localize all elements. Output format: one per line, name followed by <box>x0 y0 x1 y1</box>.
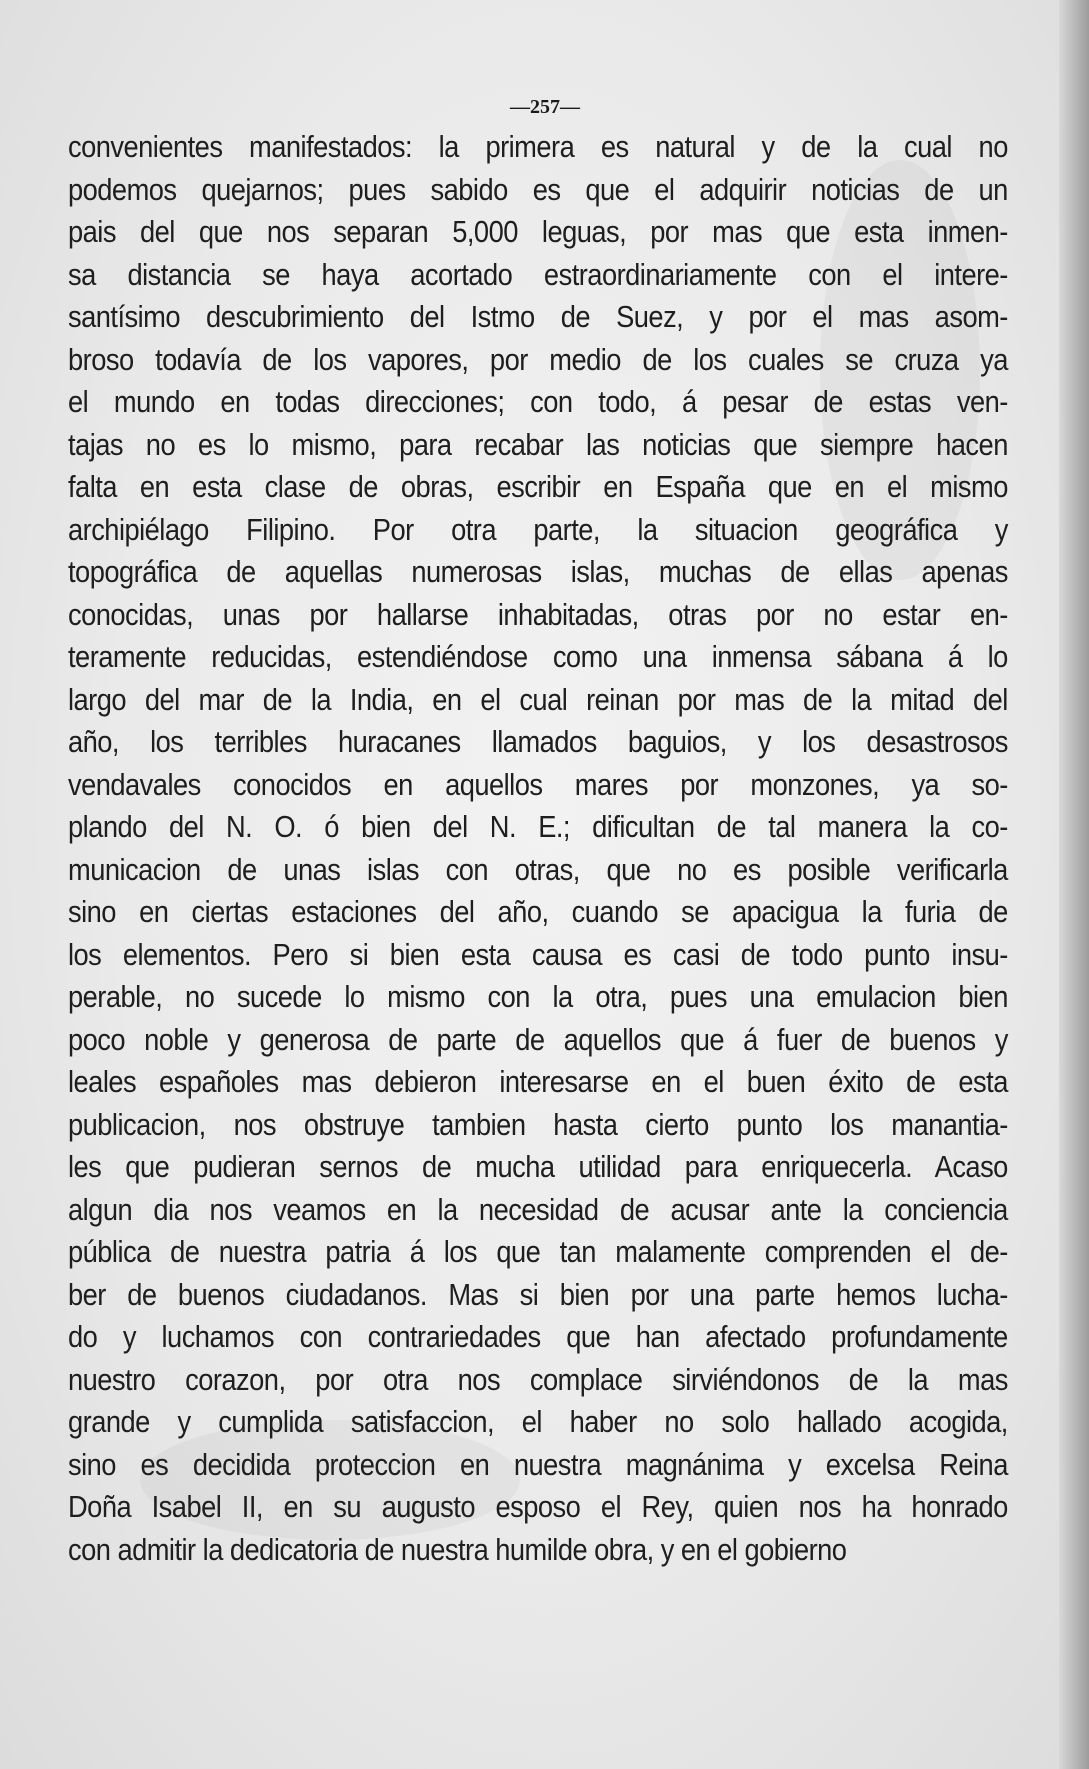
text-line: publicacion, nos obstruye tambien hasta cierto punto los manantia- <box>68 1106 1008 1142</box>
text-line: sino en ciertas estaciones del año, cuando se apacigua la furia de <box>68 894 1008 929</box>
text-line: conocidas, unas por hallarse inhabitadas, otras por no estar en- <box>68 596 1008 632</box>
text-line: tajas no es lo mismo, para recabar las noticias que siempre hacen <box>68 426 1008 462</box>
text-line: los elementos. Pero si bien esta causa es casi de todo punto insu- <box>68 936 1008 972</box>
text-line: el mundo en todas direcciones; con todo, á pesar de estas ven- <box>68 384 1008 419</box>
text-line: leales españoles mas debieron interesarse en el buen éxito de esta <box>68 1064 1008 1099</box>
text-line: grande y cumplida satisfaccion, el haber no solo hallado acogida, <box>68 1404 1008 1439</box>
text-line: Doña Isabel II, en su augusto esposo el Rey, quien nos ha honrado <box>68 1489 1008 1524</box>
text-line: teramente reducidas, estendiéndose como una inmensa sábana á lo <box>68 639 1008 674</box>
text-line: largo del mar de la India, en el cual reinan por mas de la mitad del <box>68 681 1008 717</box>
text-line: convenientes manifestados: la primera es natural y de la cual no <box>68 129 1008 164</box>
text-line: sa distancia se haya acortado estraordinariamente con el intere- <box>68 256 1008 292</box>
body-text <box>68 126 1008 1571</box>
page-edge-shadow <box>1059 0 1089 1769</box>
text-line: poco noble y generosa de parte de aquellos que á fuer de buenos y <box>68 1021 1008 1057</box>
text-line: pais del que nos separan 5,000 leguas, por mas que esta inmen- <box>68 214 1008 249</box>
text-line: topográfica de aquellas numerosas islas, muchas de ellas apenas <box>68 554 1008 589</box>
text-line: falta en esta clase de obras, escribir en España que en el mismo <box>68 469 1008 504</box>
text-line: les que pudieran sernos de mucha utilidad para enriquecerla. Acaso <box>68 1149 1008 1184</box>
text-line: nuestro corazon, por otra nos complace sirviéndonos de la mas <box>68 1361 1008 1397</box>
text-line: pública de nuestra patria á los que tan malamente comprenden el de- <box>68 1234 1008 1269</box>
text-line: do y luchamos con contrariedades que han afectado profundamente <box>68 1319 1008 1354</box>
text-line: vendavales conocidos en aquellos mares por monzones, ya so- <box>68 766 1008 802</box>
page-number: —257— <box>510 96 580 118</box>
text-line: archipiélago Filipino. Por otra parte, la situacion geográfica y <box>68 511 1008 547</box>
text-line: sino es decidida proteccion en nuestra magnánima y excelsa Reina <box>68 1446 1008 1482</box>
text-line: perable, no sucede lo mismo con la otra, pues una emulacion bien <box>68 979 1008 1014</box>
text-line: podemos quejarnos; pues sabido es que el adquirir noticias de un <box>68 171 1008 207</box>
text-line: algun dia nos veamos en la necesidad de acusar ante la conciencia <box>68 1191 1008 1227</box>
text-line: broso todavía de los vapores, por medio de los cuales se cruza ya <box>68 341 1008 377</box>
text-line: con admitir la dedicatoria de nuestra humilde obra, y en el gobierno <box>68 1531 847 1567</box>
text-line: municacion de unas islas con otras, que no es posible verificarla <box>68 851 1008 887</box>
text-line: año, los terribles huracanes llamados baguios, y los desastrosos <box>68 724 1008 759</box>
text-line: ber de buenos ciudadanos. Mas si bien por una parte hemos lucha- <box>68 1276 1008 1312</box>
text-line: santísimo descubrimiento del Istmo de Suez, y por el mas asom- <box>68 299 1008 334</box>
text-line: plando del N. O. ó bien del N. E.; dificultan de tal manera la co- <box>68 809 1008 844</box>
